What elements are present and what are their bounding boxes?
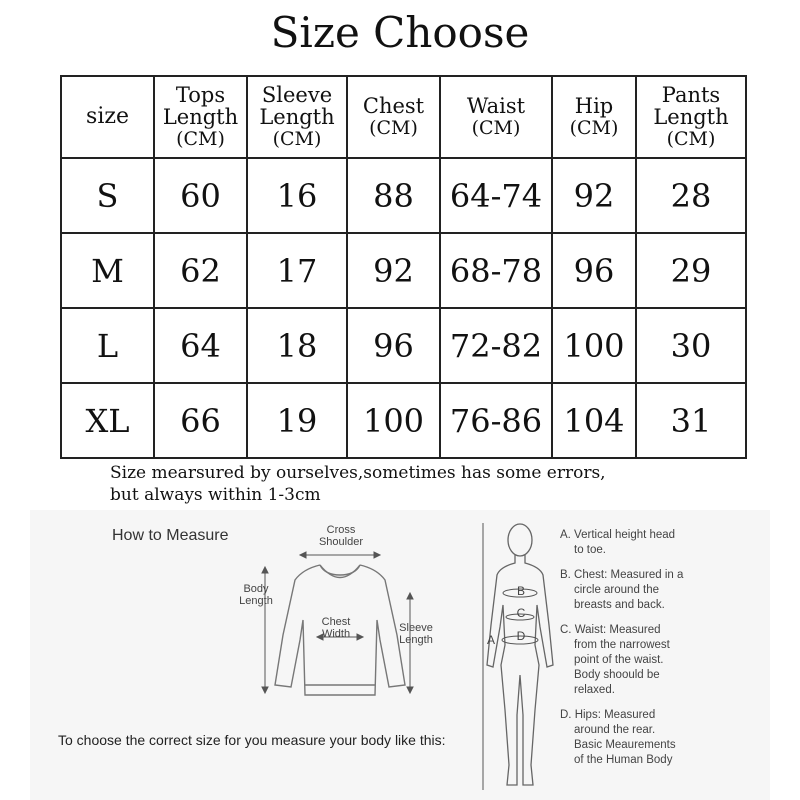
- legend-line: around the rear.: [574, 724, 656, 736]
- size-cell: S: [61, 158, 154, 233]
- value-cell: 92: [552, 158, 636, 233]
- note-line-2: but always within 1-3cm: [110, 485, 321, 505]
- header-text: Pants: [661, 83, 721, 107]
- value-cell: 104: [552, 383, 636, 458]
- legend-line: B. Chest: Measured in a: [560, 569, 684, 581]
- value-cell: 16: [247, 158, 347, 233]
- value-cell: 28: [636, 158, 746, 233]
- legend-line: from the narrowest: [574, 639, 670, 651]
- legend-line: breasts and back.: [574, 599, 665, 611]
- value-cell: 64: [154, 308, 247, 383]
- letter-a: A: [486, 633, 495, 647]
- legend-line: D. Hips: Measured: [560, 709, 656, 721]
- column-header: [154, 76, 247, 158]
- value-cell: 96: [347, 308, 440, 383]
- value-cell: 72-82: [440, 308, 552, 383]
- header-text: Sleeve: [261, 83, 333, 107]
- how-to-measure-title: How to Measure: [112, 527, 229, 544]
- value-cell: 18: [247, 308, 347, 383]
- legend-line: point of the waist.: [574, 654, 664, 666]
- letter-d: D: [516, 629, 526, 643]
- table-body: [61, 158, 746, 458]
- value-cell: 64-74: [440, 158, 552, 233]
- column-header: [552, 76, 636, 158]
- value-cell: 29: [636, 233, 746, 308]
- legend-item: [560, 708, 765, 768]
- header-unit: (CM): [569, 117, 619, 139]
- table-row: [61, 158, 746, 233]
- value-cell: 60: [154, 158, 247, 233]
- header-text: Tops: [175, 83, 226, 107]
- sleeve-length-label: Sleeve Length: [399, 622, 433, 646]
- body-length-label: Body Length: [239, 583, 273, 607]
- column-header: [347, 76, 440, 158]
- value-cell: 19: [247, 383, 347, 458]
- column-header: [61, 76, 154, 158]
- value-cell: 96: [552, 233, 636, 308]
- value-cell: 88: [347, 158, 440, 233]
- value-cell: 62: [154, 233, 247, 308]
- note-line-1: Size mearsured by ourselves,sometimes has some errors,: [110, 463, 606, 483]
- how-to-measure-panel: [30, 510, 770, 800]
- legend-line: Body shoould be: [574, 669, 660, 681]
- legend-line: relaxed.: [574, 684, 615, 696]
- header-text: Length: [653, 105, 729, 129]
- size-cell: XL: [61, 383, 154, 458]
- column-header: [636, 76, 746, 158]
- header-text: Length: [259, 105, 335, 129]
- legend-item: [560, 568, 765, 613]
- legend-line: to toe.: [574, 544, 606, 556]
- table-row: [61, 233, 746, 308]
- table-row: [61, 383, 746, 458]
- value-cell: 31: [636, 383, 746, 458]
- column-header: [247, 76, 347, 158]
- header-text: Chest: [362, 94, 425, 118]
- value-cell: 68-78: [440, 233, 552, 308]
- column-header: [440, 76, 552, 158]
- value-cell: 76-86: [440, 383, 552, 458]
- legend-line: circle around the: [574, 584, 660, 596]
- cross-shoulder-label: Cross Shoulder: [318, 524, 364, 548]
- table-header-row: [61, 76, 746, 158]
- size-cell: M: [61, 233, 154, 308]
- chest-width-label: Chest Width: [321, 616, 351, 640]
- value-cell: 92: [347, 233, 440, 308]
- legend-item: [560, 528, 765, 558]
- table-row: [61, 308, 746, 383]
- body-diagram-icon: [475, 515, 565, 800]
- page-title: Size Choose: [270, 8, 530, 57]
- size-table: [60, 75, 747, 459]
- header-unit: (CM): [272, 128, 322, 150]
- legend-line: Basic Meaurements: [574, 739, 676, 751]
- legend-line: of the Human Body: [574, 754, 673, 766]
- legend-item: [560, 623, 765, 698]
- letter-c: C: [516, 606, 526, 620]
- size-cell: L: [61, 308, 154, 383]
- value-cell: 100: [552, 308, 636, 383]
- value-cell: 17: [247, 233, 347, 308]
- measurement-note: [110, 462, 606, 506]
- header-unit: (CM): [471, 117, 521, 139]
- header-text: Length: [162, 105, 239, 129]
- header-unit: (CM): [176, 128, 225, 150]
- header-text: Hip: [574, 94, 614, 118]
- header-unit: (CM): [369, 117, 418, 139]
- value-cell: 30: [636, 308, 746, 383]
- legend-line: A. Vertical height head: [560, 529, 676, 541]
- header-text: size: [86, 104, 129, 129]
- letter-b: B: [516, 584, 525, 598]
- measurement-legend: [560, 528, 765, 778]
- bottom-instruction: To choose the correct size for you measure your body like this:: [58, 732, 446, 748]
- header-unit: (CM): [666, 128, 716, 150]
- header-text: Waist: [466, 94, 526, 118]
- value-cell: 66: [154, 383, 247, 458]
- legend-line: C. Waist: Measured: [560, 624, 661, 636]
- value-cell: 100: [347, 383, 440, 458]
